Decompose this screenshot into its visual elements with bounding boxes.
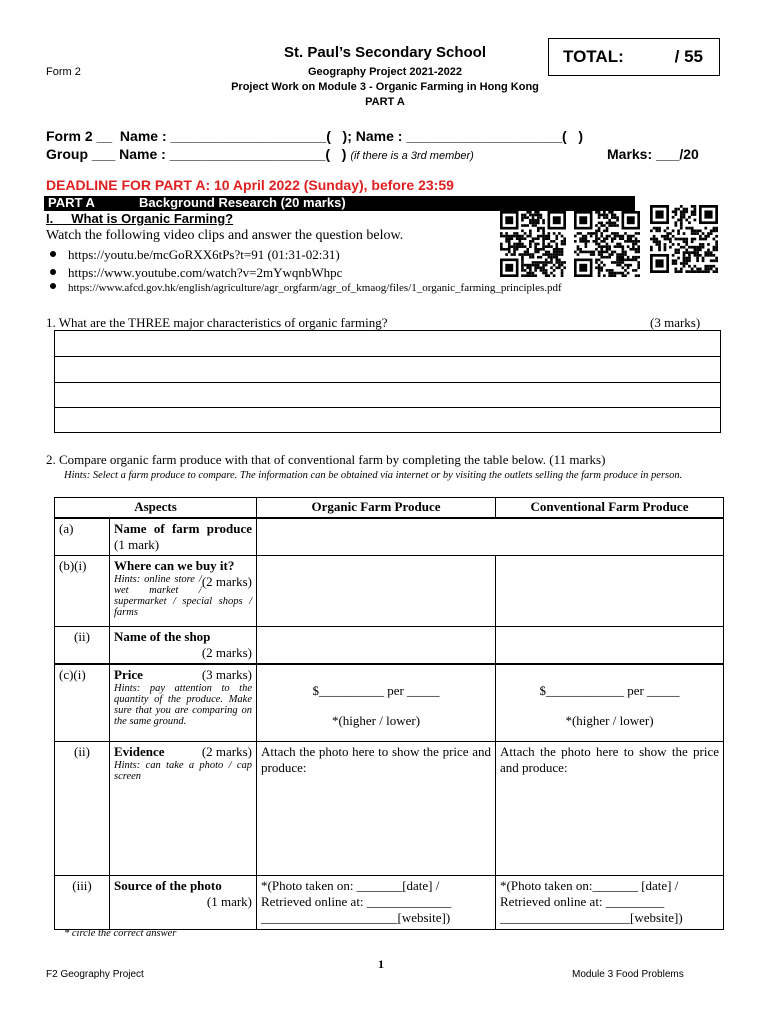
bullet-icon (50, 251, 56, 257)
student-row-1[interactable]: Form 2 __ Name : ____________________( ); Name : ____________________( ) (46, 128, 584, 144)
aspect-title: Name of the shop (114, 628, 211, 644)
instruction-text: Watch the following video clips and answer the question below. (46, 228, 404, 243)
total-label: TOTAL: (563, 47, 624, 66)
video-link-2[interactable] (50, 265, 342, 281)
aspect-hint: Hints: can take a photo / cap screen (114, 760, 253, 782)
table-row (55, 518, 724, 556)
student-row-2[interactable] (46, 146, 474, 162)
aspect-title: Price (114, 666, 143, 682)
page-number: 1 (378, 957, 384, 971)
row-label: (a) (55, 518, 110, 556)
part-bar (44, 196, 635, 211)
aspect-marks: (1 mark) (206, 894, 253, 909)
total-box (548, 38, 720, 76)
aspect-cell (110, 518, 257, 556)
school-name: St. Paul’s Secondary School (283, 44, 486, 61)
video-link-1[interactable] (50, 247, 340, 263)
deadline-text: DEADLINE FOR PART A: 10 April 2022 (Sunday), before 23:59 (46, 177, 454, 193)
table-row (55, 664, 724, 742)
choice-text[interactable]: *(higher / lower) (331, 712, 421, 728)
footer-left: F2 Geography Project (46, 969, 144, 980)
aspect-hint: Hints: pay attention to the quantity of the produce. Make sure that you are comparing on the same ground. (114, 682, 253, 727)
table-row (55, 876, 724, 930)
aspect-marks: (2 marks) (201, 573, 253, 589)
section-title: I. What is Organic Farming? (46, 211, 234, 226)
aspect-hint: Hints: online store / wet market / supermarket / special shops / farms (114, 573, 253, 618)
answer-line (55, 382, 720, 383)
aspect-cell (110, 876, 257, 930)
source-line[interactable]: *(Photo taken on:_______ [date] / (500, 878, 679, 893)
aspect-cell (110, 742, 257, 876)
link-text[interactable]: https://youtu.be/mcGoRXX6tPs?t=91 (01:31-02:31) (68, 247, 340, 262)
aspect-title: Evidence (114, 744, 165, 759)
aspect-title: Source of the photo (114, 878, 222, 893)
photo-cell[interactable]: Attach the photo here to show the price and produce: (496, 742, 724, 876)
part-label: PART A (365, 96, 405, 108)
aspect-cell (110, 555, 257, 626)
link-text[interactable]: https://www.youtube.com/watch?v=2mYwqnbWhpc (68, 265, 343, 280)
choice-text[interactable]: *(higher / lower) (565, 712, 654, 728)
table-row (55, 555, 724, 626)
row-label: (b)(i) (55, 555, 110, 626)
row-label: (iii) (55, 876, 110, 930)
total-value: / 55 (674, 47, 703, 66)
qr-code-icon (500, 211, 568, 277)
aspect-title: Name of farm produce (114, 520, 253, 536)
photo-cell[interactable]: Attach the photo here to show the price and produce: (257, 742, 496, 876)
answer-cell[interactable] (257, 555, 496, 626)
price-field[interactable]: $__________ per _____ (312, 682, 440, 698)
marks-field[interactable]: Marks: ___/20 (607, 146, 699, 162)
aspect-cell (110, 626, 257, 664)
row-label: (ii) (55, 626, 110, 664)
row-label: (c)(i) (55, 664, 110, 742)
bullet-icon (50, 283, 56, 289)
aspect-marks: (2 marks) (201, 744, 253, 759)
answer-line (55, 407, 720, 408)
project-year: Geography Project 2021-2022 (307, 66, 463, 78)
aspect-marks: (1 mark) (114, 536, 160, 552)
table-row (55, 626, 724, 664)
comparison-table (54, 497, 724, 930)
student-row-2-text: Group ___ Name : ____________________( ) (46, 146, 351, 162)
bullet-icon (50, 269, 56, 275)
part-bar-right: Background Research (20 marks) (139, 195, 346, 210)
answer-cell[interactable] (257, 518, 724, 556)
source-line[interactable]: ____________________[website]) (500, 910, 683, 925)
third-member-note: (if there is a 3rd member) (350, 150, 474, 162)
question-2-hint: Hints: Select a farm produce to compare. The information can be obtained via internet or by visiting the outlets selling the farm produce in person. (64, 470, 683, 481)
question-1: 1. What are the THREE major characteristics of organic farming? (46, 315, 388, 330)
project-title: Project Work on Module 3 - Organic Farming in Hong Kong (231, 81, 539, 93)
answer-cell[interactable] (496, 664, 724, 742)
source-line[interactable]: *(Photo taken on: _______[date] / (261, 878, 440, 893)
source-cell[interactable] (496, 876, 724, 930)
source-line[interactable]: Retrieved online at: _________ (500, 894, 665, 909)
answer-cell[interactable] (257, 626, 496, 664)
source-line[interactable]: _____________________[website]) (261, 910, 451, 925)
pdf-link[interactable] (50, 282, 562, 294)
qr-code-icon (574, 211, 642, 277)
qr-code-icon (650, 205, 722, 273)
link-text[interactable]: https://www.afcd.gov.hk/english/agriculture/agr_orgfarm/agr_of_kmaog/files/1_organic_farming_principles.pdf (68, 282, 562, 294)
question-2: 2. Compare organic farm produce with that of conventional farm by completing the table below. (11 marks) (46, 452, 606, 467)
header-conventional: Conventional Farm Produce (496, 498, 724, 518)
aspect-cell (110, 664, 257, 742)
part-bar-left: PART A (48, 195, 95, 210)
aspect-marks: (3 marks) (201, 666, 253, 682)
answer-box[interactable] (54, 330, 721, 433)
question-1-marks: (3 marks) (650, 315, 701, 330)
price-field[interactable]: $____________ per _____ (539, 682, 680, 698)
answer-line (55, 356, 720, 357)
table-row (55, 742, 724, 876)
aspect-title: Where can we buy it? (114, 557, 235, 573)
header-aspects: Aspects (55, 498, 257, 518)
source-cell[interactable] (257, 876, 496, 930)
answer-cell[interactable] (496, 555, 724, 626)
row-label: (ii) (55, 742, 110, 876)
answer-cell[interactable] (257, 664, 496, 742)
source-line[interactable]: Retrieved online at: _____________ (261, 894, 452, 909)
header-organic: Organic Farm Produce (257, 498, 496, 518)
aspect-marks: (2 marks) (201, 644, 253, 660)
answer-cell[interactable] (496, 626, 724, 664)
footer-right: Module 3 Food Problems (572, 969, 684, 980)
footnote: * circle the correct answer (64, 928, 177, 939)
form-label: Form 2 (46, 66, 81, 78)
